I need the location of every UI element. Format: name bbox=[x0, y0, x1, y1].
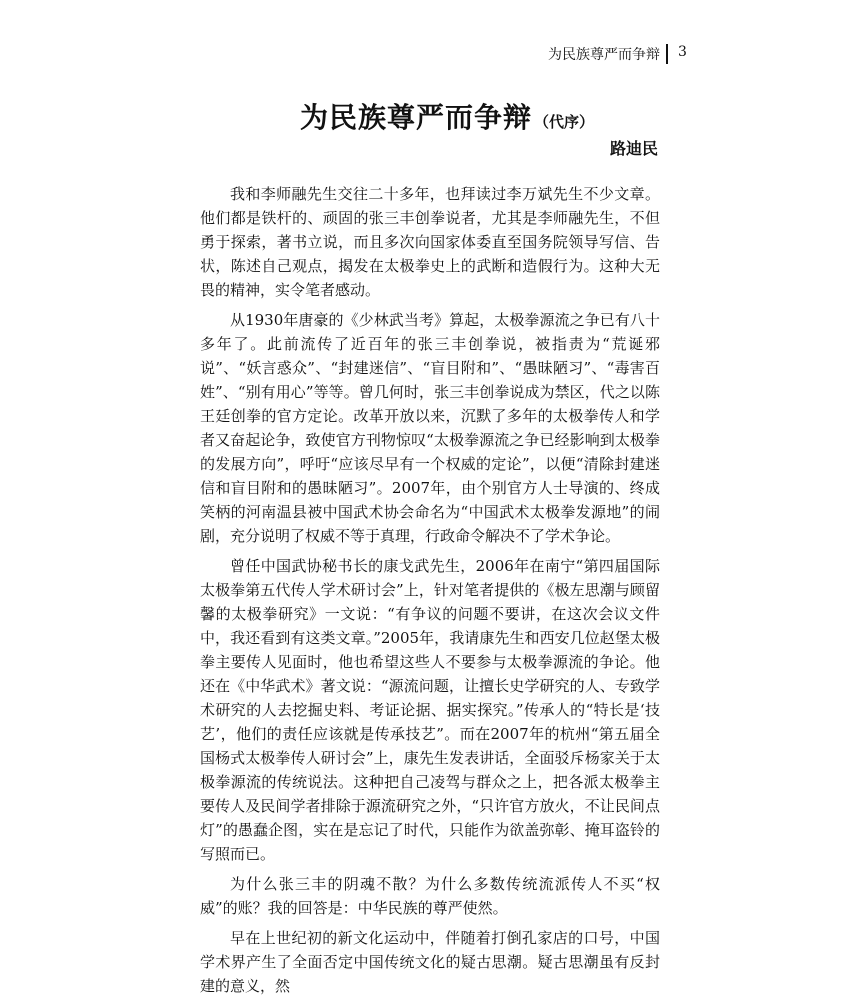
paragraph: 为什么张三丰的阴魂不散？为什么多数传统流派传人不买“权威”的账？我的回答是：中华民族的尊严使然。 bbox=[200, 875, 660, 917]
article-title-suffix: （代序） bbox=[534, 113, 595, 131]
paragraph: 早在上世纪初的新文化运动中，伴随着打倒孔家店的口号，中国学术界产生了全面否定中国传统文化的疑古思潮。疑古思潮虽有反封建的意义，然 bbox=[200, 929, 660, 995]
article-author: 路迪民 bbox=[610, 139, 659, 158]
article-body bbox=[200, 182, 660, 1004]
page-number: 3 bbox=[678, 44, 687, 60]
running-header-title: 为民族尊严而争辩 bbox=[548, 47, 660, 63]
paragraph: 我和李师融先生交往二十多年，也拜读过李万斌先生不少文章。他们都是铁杆的、顽固的张三丰创拳说者，尤其是李师融先生，不但勇于探索，著书立说，而且多次向国家体委直至国务院领导写信、告状，陈述自己观点，揭发在太极拳史上的武断和造假行为。这种大无畏的精神，实令笔者感动。 bbox=[200, 185, 660, 299]
paragraph: 曾任中国武协秘书长的康戈武先生，2006年在南宁“第四届国际太极拳第五代传人学术研讨会”上，针对笔者提供的《极左思潮与顾留馨的太极拳研究》一文说：“有争议的问题不要讲，在这次会议文件中，我还看到有这类文章。”2005年，我请康先生和西安几位赵堡太极拳主要传人见面时，他也希望这些人不要参与太极拳源流的争论。他还在《中华武术》著文说：“源流问题，让擅长史学研究的人、专致学术研究的人去挖掘史料、考证论据、据实探究。”传承人的“特长是‘技艺’，他们的责任应该就是传承技艺”。而在2007年的杭州“第五届全国杨式太极拳传人研讨会”上，康先生发表讲话，全面驳斥杨家关于太极拳源流的传统说法。这种把自己凌驾与群众之上，把各派太极拳主要传人及民间学者排除于源流研究之外，“只许官方放火，不让民间点灯”的愚蠢企图，实在是忘记了时代，只能作为欲盖弥彰、掩耳盗铃的写照而已。 bbox=[200, 557, 660, 863]
header-divider bbox=[666, 44, 668, 64]
paragraph: 从1930年唐豪的《少林武当考》算起，太极拳源流之争已有八十多年了。此前流传了近百年的张三丰创拳说，被指责为“荒诞邪说”、“妖言惑众”、“封建迷信”、“盲目附和”、“愚昧陋习”、“毒害百姓”、“别有用心”等等。曾几何时，张三丰创拳说成为禁区，代之以陈王廷创拳的官方定论。改革开放以来，沉默了多年的太极拳传人和学者又奋起论争，致使官方刊物惊叹“太极拳源流之争已经影响到太极拳的发展方向”，呼吁“应该尽早有一个权威的定论”，以便“清除封建迷信和盲目附和的愚昧陋习”。2007年，由个别官方人士导演的、终成笑柄的河南温县被中国武术协会命名为“中国武术太极拳发源地”的闹剧，充分说明了权威不等于真理，行政命令解决不了学术争论。 bbox=[200, 311, 660, 545]
article-title bbox=[300, 96, 620, 136]
article-title-text: 为民族尊严而争辩 bbox=[300, 101, 533, 134]
